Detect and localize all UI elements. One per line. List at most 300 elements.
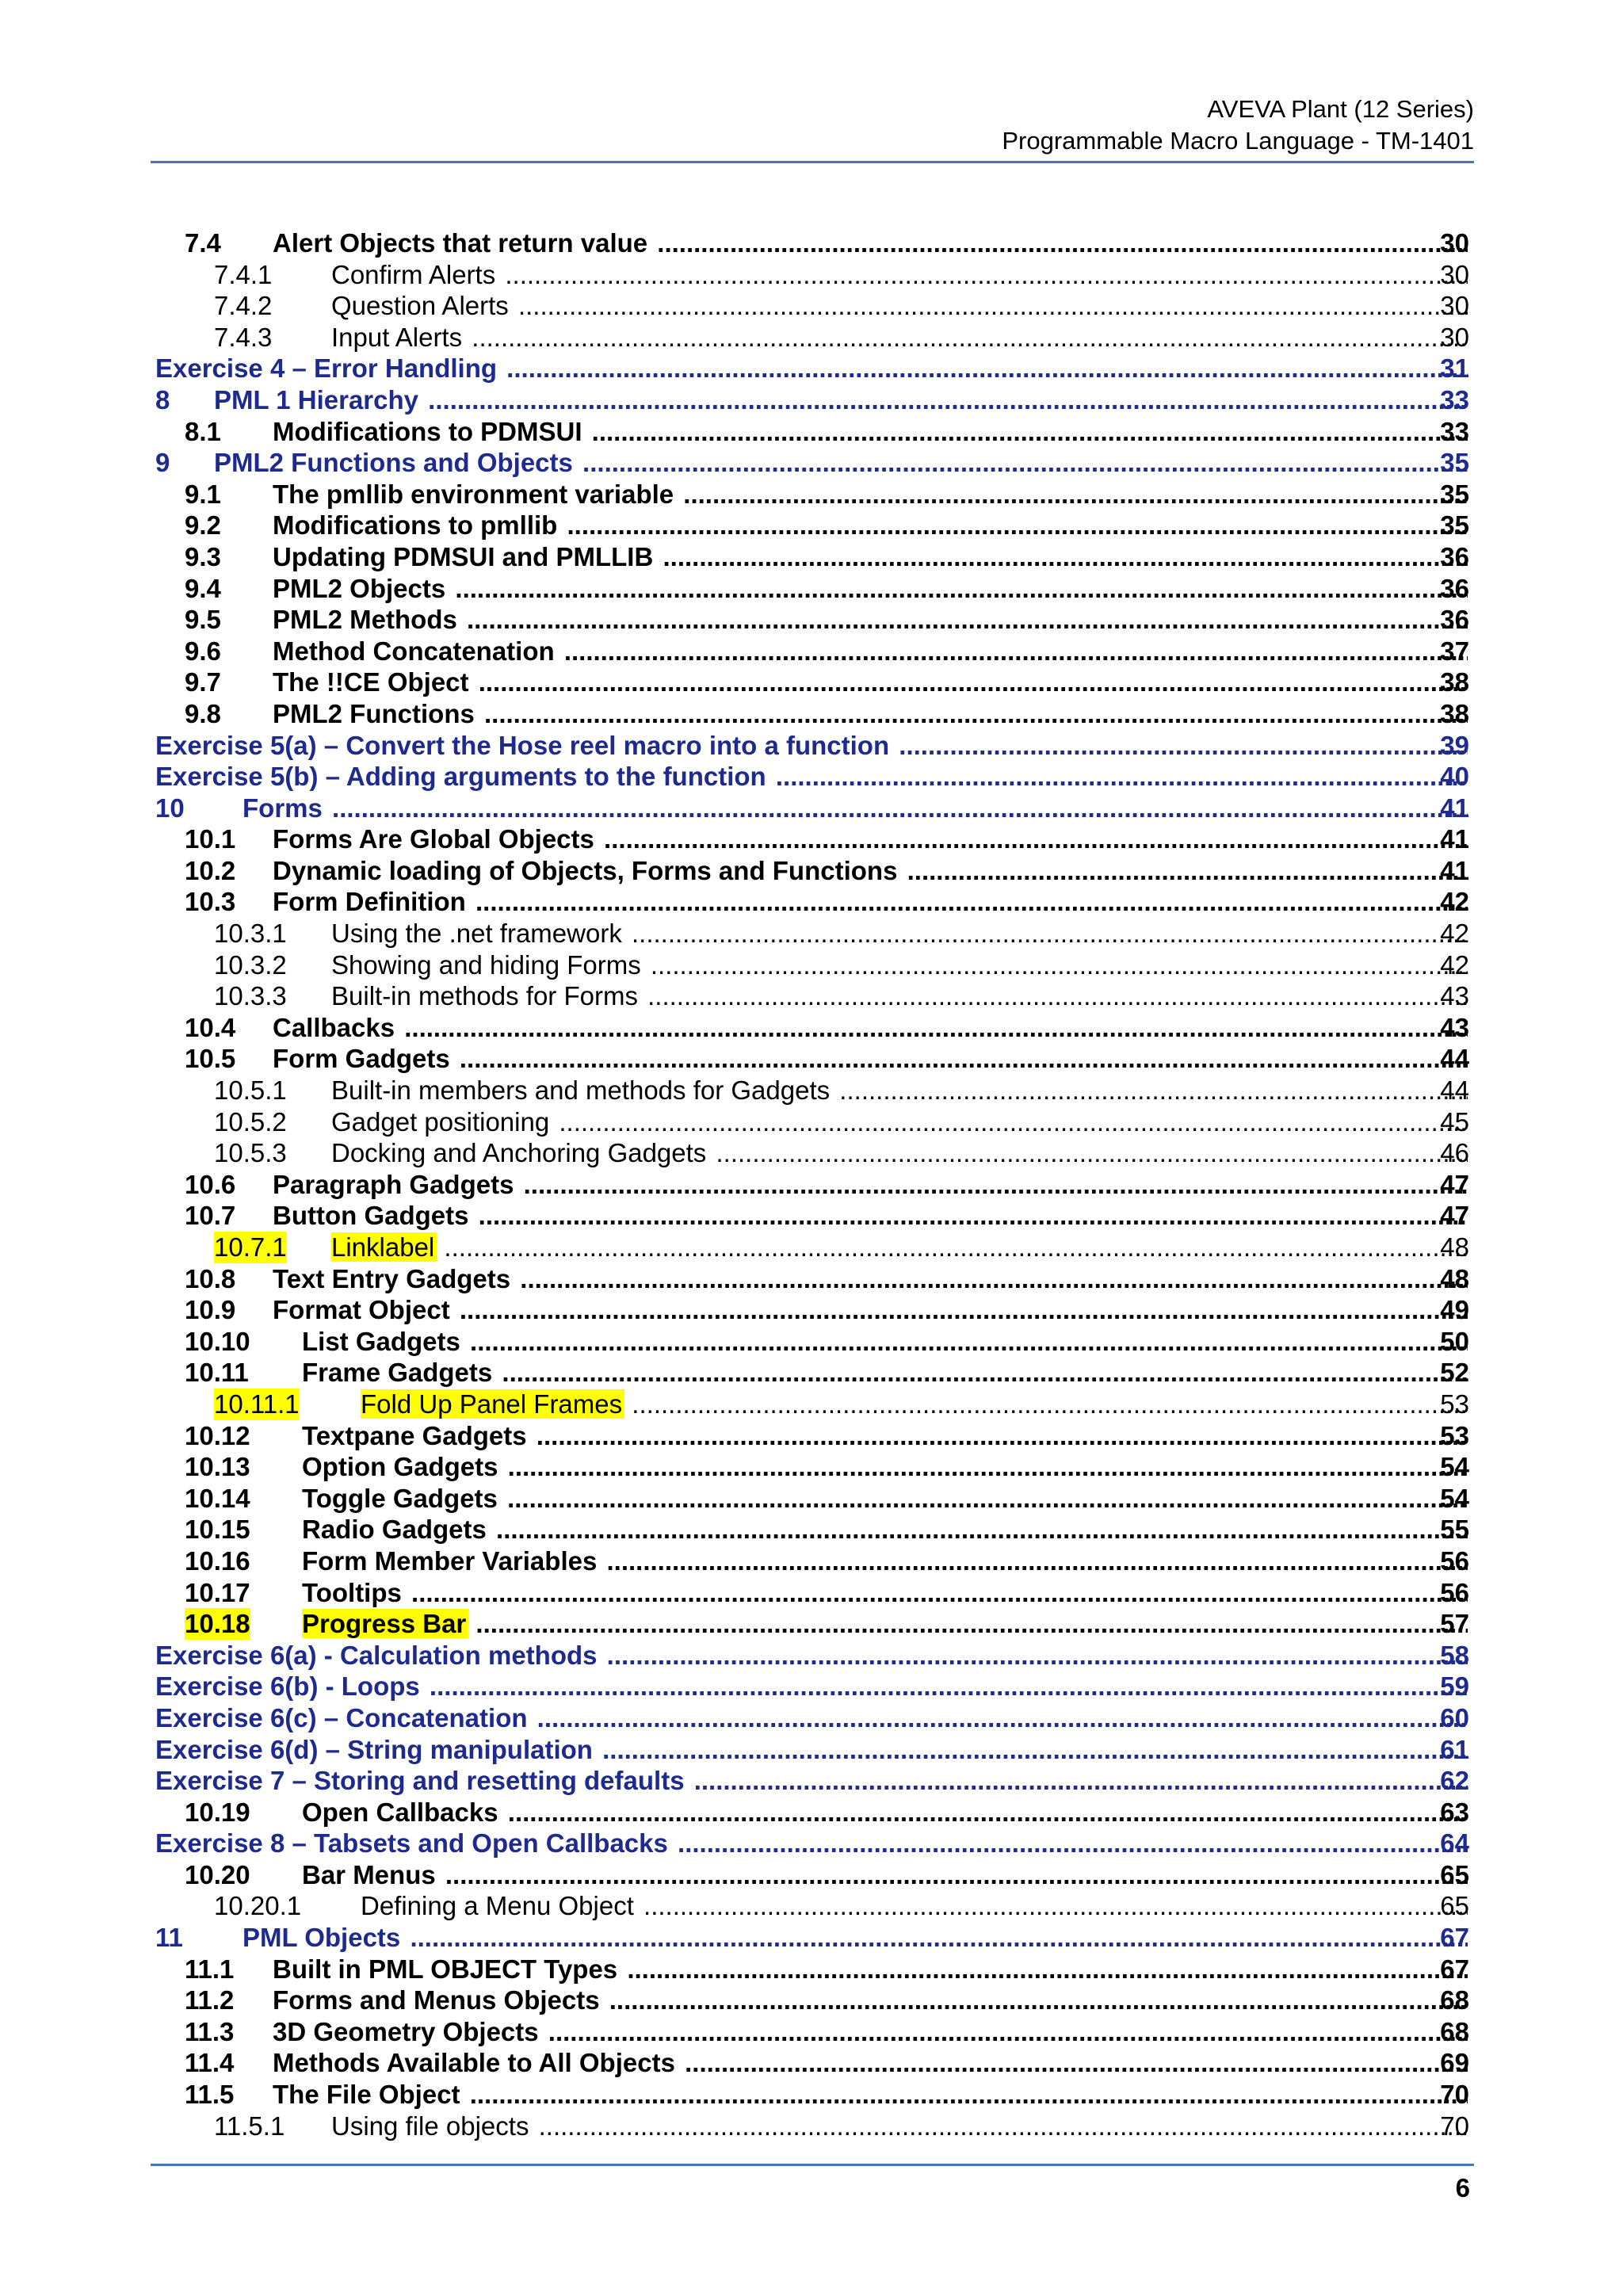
dot-leader — [585, 417, 1468, 446]
toc-entry-title: PML2 Functions and Objects — [214, 448, 573, 478]
toc-entry-number: 10.2 — [185, 855, 236, 885]
toc-entry-number: 10.6 — [185, 1169, 236, 1199]
toc-entry-page: 68 — [1440, 1985, 1469, 2015]
dot-leader — [472, 667, 1468, 697]
toc-entry[interactable] — [0, 322, 1623, 353]
toc-entry-page: 45 — [1440, 1106, 1469, 1137]
toc-entry-page: 54 — [1440, 1483, 1469, 1513]
dot-leader — [453, 1044, 1468, 1073]
dot-leader — [769, 762, 1468, 791]
toc-entry[interactable] — [0, 1043, 1623, 1075]
toc-entry[interactable] — [0, 290, 1623, 322]
toc-entry[interactable] — [0, 353, 1623, 384]
toc-entry-page: 65 — [1440, 1859, 1469, 1889]
toc-entry-title-leader — [273, 479, 1468, 510]
toc-entry-title: Exercise 7 – Storing and resetting defaults — [155, 1766, 685, 1796]
dot-leader — [531, 2111, 1468, 2141]
toc-entry-title-leader — [273, 823, 1468, 855]
toc-entry-page: 64 — [1440, 1828, 1469, 1859]
table-of-contents — [0, 227, 1623, 2141]
toc-entry[interactable] — [0, 1357, 1623, 1389]
toc-entry-title: Exercise 6(b) - Loops — [155, 1671, 420, 1702]
toc-entry-page: 55 — [1440, 1515, 1469, 1545]
toc-entry-title-leader — [273, 510, 1468, 541]
toc-entry-title-leader — [155, 1702, 1468, 1734]
toc-entry-page: 44 — [1440, 1075, 1469, 1106]
toc-entry-title: Question Alerts — [331, 291, 509, 321]
toc-entry-title-leader — [273, 541, 1468, 573]
toc-entry-title: Docking and Anchoring Gadgets — [331, 1138, 707, 1168]
dot-leader — [530, 1703, 1468, 1733]
dot-leader — [599, 1546, 1468, 1576]
toc-entry-number: 10.10 — [185, 1326, 250, 1356]
toc-entry-page: 62 — [1440, 1766, 1469, 1796]
toc-entry-number: 9.8 — [185, 698, 221, 728]
dot-leader — [325, 793, 1468, 823]
toc-entry[interactable] — [0, 2111, 1623, 2142]
toc-entry-title-leader — [331, 949, 1468, 981]
toc-entry[interactable] — [0, 1545, 1623, 1577]
toc-entry-page: 59 — [1440, 1671, 1469, 1702]
toc-entry[interactable] — [0, 1137, 1623, 1169]
toc-entry-page: 68 — [1440, 2016, 1469, 2046]
toc-entry-page: 48 — [1440, 1263, 1469, 1293]
toc-entry-page: 41 — [1440, 824, 1469, 854]
toc-entry[interactable] — [0, 855, 1623, 887]
toc-entry-number: 10.9 — [185, 1295, 236, 1325]
toc-entry-number: 9.6 — [185, 636, 221, 666]
toc-entry[interactable] — [0, 1734, 1623, 1766]
toc-entry-title: Defining a Menu Object — [361, 1891, 634, 1921]
toc-entry-page: 49 — [1440, 1295, 1469, 1325]
toc-entry-title-leader — [273, 1200, 1468, 1232]
toc-entry-title: Progress Bar — [302, 1609, 468, 1638]
toc-entry[interactable] — [0, 510, 1623, 541]
toc-entry[interactable] — [0, 1420, 1623, 1452]
toc-entry-title: Alert Objects that return value — [273, 228, 648, 258]
dot-leader — [471, 1201, 1468, 1230]
toc-entry-title-leader — [273, 1263, 1468, 1295]
toc-entry[interactable] — [0, 793, 1623, 824]
dot-leader — [463, 2080, 1468, 2109]
dot-leader — [624, 919, 1468, 948]
toc-entry-title-leader — [273, 667, 1468, 698]
toc-entry[interactable] — [0, 823, 1623, 855]
toc-entry-title: Exercise 5(b) – Adding arguments to the function — [155, 762, 766, 792]
toc-entry-page: 61 — [1440, 1734, 1469, 1764]
toc-entry-page: 57 — [1440, 1609, 1469, 1639]
toc-entry-title-leader — [155, 1671, 1468, 1702]
toc-entry-number: 10.7.1 — [214, 1232, 287, 1262]
toc-entry-title: Forms — [242, 793, 323, 823]
toc-entry-title: Dynamic loading of Objects, Forms and Functions — [273, 855, 898, 885]
toc-entry-title-leader — [331, 322, 1468, 353]
dot-leader — [404, 1578, 1468, 1607]
toc-entry-title: Exercise 4 – Error Handling — [155, 353, 498, 384]
toc-entry-title-leader — [331, 290, 1468, 322]
toc-entry-title: List Gadgets — [302, 1326, 460, 1356]
dot-leader — [422, 1671, 1468, 1701]
toc-entry-title-leader — [302, 1608, 1468, 1640]
toc-entry-title-leader — [273, 855, 1468, 887]
dot-leader — [643, 950, 1468, 980]
toc-entry-number: 7.4 — [185, 228, 221, 258]
toc-entry-title: Format Object — [273, 1295, 450, 1325]
toc-entry[interactable] — [0, 1326, 1623, 1358]
toc-entry-page: 56 — [1440, 1545, 1469, 1576]
toc-entry[interactable] — [0, 1608, 1623, 1640]
toc-entry-title: Textpane Gadgets — [302, 1420, 527, 1450]
dot-leader — [892, 731, 1468, 760]
toc-entry-page: 50 — [1440, 1326, 1469, 1356]
toc-entry-title-leader — [331, 1137, 1468, 1169]
toc-entry-title: Form Member Variables — [302, 1545, 598, 1576]
dot-leader — [624, 1389, 1468, 1419]
dot-leader — [670, 1828, 1468, 1858]
toc-entry-title: Toggle Gadgets — [302, 1483, 498, 1513]
toc-entry-number: 11.2 — [185, 1985, 235, 2015]
toc-entry-page: 38 — [1440, 698, 1469, 728]
dot-leader — [575, 448, 1468, 477]
dot-leader — [559, 510, 1468, 540]
toc-entry[interactable] — [0, 730, 1623, 762]
toc-entry[interactable] — [0, 227, 1623, 259]
toc-entry-number: 9 — [155, 448, 170, 478]
toc-entry-title-leader — [242, 1922, 1468, 1954]
toc-entry-title-leader — [273, 2079, 1468, 2111]
toc-entry[interactable] — [0, 447, 1623, 479]
toc-entry-title: Radio Gadgets — [302, 1515, 487, 1545]
toc-entry-number: 11.5.1 — [214, 2111, 285, 2141]
toc-entry-page: 30 — [1440, 259, 1469, 289]
toc-entry-title-leader — [155, 1734, 1468, 1766]
toc-entry-page: 42 — [1440, 919, 1469, 949]
toc-entry-number: 10.20.1 — [214, 1891, 302, 1921]
toc-entry-page: 67 — [1440, 1923, 1469, 1953]
toc-entry-title: Using file objects — [331, 2111, 529, 2141]
dot-leader — [541, 2017, 1468, 2046]
toc-entry-title: PML2 Methods — [273, 605, 457, 635]
toc-entry-number: 9.1 — [185, 479, 221, 509]
toc-entry-title: Callbacks — [273, 1012, 395, 1042]
dot-leader — [397, 1013, 1468, 1042]
toc-entry[interactable] — [0, 1828, 1623, 1859]
toc-entry-title: Method Concatenation — [273, 636, 555, 666]
toc-entry[interactable] — [0, 1765, 1623, 1797]
toc-entry[interactable] — [0, 1859, 1623, 1891]
toc-entry[interactable] — [0, 416, 1623, 448]
toc-entry[interactable] — [0, 667, 1623, 698]
toc-entry-number: 9.4 — [185, 573, 221, 603]
toc-entry-page: 42 — [1440, 887, 1469, 917]
toc-entry[interactable] — [0, 259, 1623, 291]
toc-entry[interactable] — [0, 1640, 1623, 1671]
toc-entry-number: 10.12 — [185, 1420, 250, 1450]
toc-entry-title-leader — [302, 1797, 1468, 1828]
dot-leader — [498, 260, 1468, 289]
toc-entry[interactable] — [0, 1922, 1623, 1954]
toc-entry-page: 52 — [1440, 1358, 1469, 1388]
dot-leader — [500, 1484, 1468, 1513]
dot-leader — [511, 291, 1468, 320]
toc-entry-page: 65 — [1440, 1891, 1469, 1921]
toc-entry-title: PML2 Objects — [273, 573, 446, 603]
toc-entry-title: Exercise 5(a) – Convert the Hose reel macro into a function — [155, 730, 890, 760]
header-divider — [151, 161, 1474, 163]
toc-entry-number: 10.18 — [185, 1609, 250, 1639]
toc-entry-title: Built-in members and methods for Gadgets — [331, 1075, 831, 1106]
dot-leader — [468, 1609, 1468, 1638]
toc-entry-page: 30 — [1440, 322, 1469, 352]
toc-entry[interactable] — [0, 1890, 1623, 1922]
toc-entry-number: 10.13 — [185, 1452, 250, 1482]
dot-leader — [463, 1327, 1468, 1356]
toc-entry[interactable] — [0, 886, 1623, 918]
toc-entry[interactable] — [0, 2079, 1623, 2111]
toc-entry-page: 44 — [1440, 1044, 1469, 1074]
toc-entry-title: Built in PML OBJECT Types — [273, 1954, 618, 1984]
toc-entry-title-leader — [242, 793, 1468, 824]
header-course: Programmable Macro Language - TM-1401 — [1002, 127, 1474, 155]
dot-leader — [468, 887, 1468, 916]
toc-entry-page: 33 — [1440, 384, 1469, 415]
toc-entry-title-leader — [273, 1169, 1468, 1201]
toc-entry[interactable] — [0, 636, 1623, 667]
toc-entry-title-leader — [273, 416, 1468, 448]
toc-entry-title: Bar Menus — [302, 1859, 436, 1889]
toc-entry-title-leader — [273, 2047, 1468, 2079]
toc-entry-title: Exercise 6(c) – Concatenation — [155, 1702, 528, 1733]
toc-entry-number: 7.4.3 — [214, 322, 273, 352]
dot-leader — [552, 1107, 1468, 1137]
toc-entry-title: Gadget positioning — [331, 1106, 550, 1137]
dot-leader — [557, 636, 1468, 666]
dot-leader — [640, 981, 1468, 1010]
dot-leader — [421, 385, 1468, 415]
toc-entry-page: 43 — [1440, 1012, 1469, 1042]
toc-entry-title: Linklabel — [331, 1232, 437, 1262]
toc-entry-title-leader — [273, 573, 1468, 605]
dot-leader — [687, 1766, 1468, 1795]
toc-entry-page: 63 — [1440, 1797, 1469, 1827]
dot-leader — [636, 1891, 1468, 1920]
toc-entry[interactable] — [0, 1106, 1623, 1138]
toc-entry-number: 10.8 — [185, 1263, 236, 1293]
toc-entry[interactable] — [0, 698, 1623, 730]
dot-leader — [597, 824, 1468, 854]
toc-entry-title: Confirm Alerts — [331, 259, 496, 289]
toc-entry[interactable] — [0, 1232, 1623, 1263]
toc-entry-number: 10.4 — [185, 1012, 236, 1042]
toc-entry-page: 56 — [1440, 1577, 1469, 1607]
toc-entry-page: 46 — [1440, 1138, 1469, 1168]
toc-entry-title-leader — [302, 1859, 1468, 1891]
toc-entry[interactable] — [0, 2047, 1623, 2079]
toc-entry[interactable] — [0, 1294, 1623, 1326]
toc-entry-title-leader — [302, 1545, 1468, 1577]
toc-entry-page: 58 — [1440, 1640, 1469, 1670]
toc-entry-page: 43 — [1440, 981, 1469, 1011]
toc-entry[interactable] — [0, 2016, 1623, 2048]
toc-entry-page: 31 — [1440, 353, 1469, 384]
toc-entry-page: 67 — [1440, 1954, 1469, 1984]
toc-entry[interactable] — [0, 1671, 1623, 1702]
toc-entry[interactable] — [0, 384, 1623, 416]
toc-entry-number: 10.3.3 — [214, 981, 287, 1011]
toc-entry-title: Using the .net framework — [331, 919, 622, 949]
toc-entry[interactable] — [0, 604, 1623, 636]
dot-leader — [453, 1295, 1468, 1324]
dot-leader — [676, 479, 1468, 509]
toc-entry-page: 47 — [1440, 1201, 1469, 1231]
toc-entry-title-leader — [331, 2111, 1468, 2142]
toc-entry-title-leader — [331, 918, 1468, 949]
toc-entry[interactable] — [0, 1702, 1623, 1734]
toc-entry-title-leader — [155, 1828, 1468, 1859]
toc-entry-number: 10.14 — [185, 1483, 250, 1513]
toc-entry-title-leader — [155, 761, 1468, 793]
toc-entry-title: Button Gadgets — [273, 1201, 469, 1231]
toc-entry-title-leader — [155, 730, 1468, 762]
footer-divider — [151, 2164, 1474, 2166]
toc-entry-title-leader — [302, 1514, 1468, 1545]
toc-entry-number: 8 — [155, 384, 170, 415]
toc-entry-number: 10 — [155, 793, 185, 823]
toc-entry-number: 11.1 — [185, 1954, 235, 1984]
dot-leader — [832, 1075, 1468, 1105]
toc-entry-number: 10.11 — [185, 1358, 249, 1388]
toc-entry[interactable] — [0, 1451, 1623, 1483]
toc-entry-page: 70 — [1440, 2111, 1469, 2141]
toc-entry-title: Updating PDMSUI and PMLLIB — [273, 541, 654, 571]
toc-entry-page: 69 — [1440, 2048, 1469, 2078]
toc-entry[interactable] — [0, 1483, 1623, 1515]
toc-entry-page: 36 — [1440, 541, 1469, 571]
dot-leader — [501, 1797, 1468, 1827]
toc-entry[interactable] — [0, 541, 1623, 573]
toc-entry-title-leader — [273, 1954, 1468, 1985]
toc-entry-number: 8.1 — [185, 416, 221, 446]
toc-entry-number: 10.5 — [185, 1044, 236, 1074]
toc-entry-number: 10.5.2 — [214, 1106, 287, 1137]
toc-entry-page: 30 — [1440, 291, 1469, 321]
toc-entry-page: 38 — [1440, 667, 1469, 697]
toc-entry-page: 48 — [1440, 1232, 1469, 1262]
toc-entry-page: 41 — [1440, 793, 1469, 823]
toc-entry-title-leader — [331, 1075, 1468, 1106]
toc-entry-title: PML Objects — [242, 1923, 401, 1953]
toc-entry-title: Exercise 6(a) - Calculation methods — [155, 1640, 598, 1670]
toc-entry-page: 30 — [1440, 228, 1469, 258]
dot-leader — [501, 1452, 1468, 1481]
dot-leader — [602, 1985, 1468, 2015]
toc-entry-title-leader — [273, 1294, 1468, 1326]
dot-leader — [489, 1515, 1468, 1544]
toc-entry-title: Forms and Menus Objects — [273, 1985, 600, 2015]
toc-entry[interactable] — [0, 1797, 1623, 1828]
toc-entry[interactable] — [0, 918, 1623, 949]
dot-leader — [477, 699, 1468, 728]
toc-entry-title-leader — [302, 1577, 1468, 1609]
toc-entry-number: 10.3.1 — [214, 919, 287, 949]
toc-entry-number: 10.3 — [185, 887, 236, 917]
toc-entry-title-leader — [331, 1106, 1468, 1138]
toc-entry-page: 35 — [1440, 448, 1469, 478]
toc-entry[interactable] — [0, 1577, 1623, 1609]
toc-entry-title: Forms Are Global Objects — [273, 824, 594, 854]
toc-entry-number: 9.2 — [185, 510, 221, 541]
toc-entry[interactable] — [0, 1954, 1623, 1985]
toc-entry-title-leader — [302, 1420, 1468, 1452]
toc-entry-title-leader — [331, 259, 1468, 291]
toc-entry-title: PML 1 Hierarchy — [214, 384, 419, 415]
toc-entry[interactable] — [0, 1985, 1623, 2016]
toc-entry-title: 3D Geometry Objects — [273, 2016, 539, 2046]
toc-entry-number: 9.3 — [185, 541, 221, 571]
toc-entry-title: The !!CE Object — [273, 667, 469, 697]
dot-leader — [650, 228, 1468, 258]
dot-leader — [460, 605, 1468, 634]
toc-entry-page: 36 — [1440, 573, 1469, 603]
toc-entry[interactable] — [0, 949, 1623, 981]
toc-entry-number: 10.17 — [185, 1577, 250, 1607]
toc-entry-title: PML2 Functions — [273, 698, 475, 728]
toc-entry-page: 70 — [1440, 2080, 1469, 2110]
toc-entry-page: 60 — [1440, 1702, 1469, 1733]
dot-leader — [678, 2048, 1468, 2077]
toc-entry-title-leader — [273, 698, 1468, 730]
toc-entry-number: 9.7 — [185, 667, 221, 697]
toc-entry-page: 53 — [1440, 1389, 1469, 1419]
toc-entry-title-leader — [361, 1389, 1468, 1420]
dot-leader — [595, 1735, 1468, 1764]
toc-entry-title-leader — [331, 1232, 1468, 1263]
toc-entry[interactable] — [0, 980, 1623, 1012]
dot-leader — [899, 856, 1468, 885]
toc-entry-title-leader — [214, 384, 1468, 416]
dot-leader — [499, 353, 1468, 383]
toc-entry-title-leader — [302, 1357, 1468, 1389]
toc-entry-number: 10.16 — [185, 1545, 250, 1576]
toc-entry[interactable] — [0, 1263, 1623, 1295]
toc-entry-title: Modifications to pmllib — [273, 510, 558, 541]
toc-entry-number: 10.7 — [185, 1201, 236, 1231]
toc-entry[interactable] — [0, 573, 1623, 605]
toc-entry[interactable] — [0, 1169, 1623, 1201]
toc-entry[interactable] — [0, 761, 1623, 793]
toc-entry-title: Paragraph Gadgets — [273, 1169, 514, 1199]
toc-entry-number: 11.4 — [185, 2048, 235, 2078]
toc-entry-page: 33 — [1440, 416, 1469, 446]
toc-entry-title: Modifications to PDMSUI — [273, 416, 582, 446]
toc-entry[interactable] — [0, 1075, 1623, 1106]
toc-entry-title-leader — [273, 227, 1468, 259]
toc-entry[interactable] — [0, 1514, 1623, 1545]
toc-entry[interactable] — [0, 479, 1623, 510]
toc-entry[interactable] — [0, 1200, 1623, 1232]
toc-entry-page: 36 — [1440, 605, 1469, 635]
toc-entry-title: Open Callbacks — [302, 1797, 498, 1827]
toc-entry-title-leader — [273, 1985, 1468, 2016]
toc-entry-number: 10.3.2 — [214, 949, 287, 980]
toc-entry[interactable] — [0, 1389, 1623, 1420]
toc-entry[interactable] — [0, 1012, 1623, 1044]
toc-entry-title-leader — [331, 980, 1468, 1012]
toc-entry-title-leader — [214, 447, 1468, 479]
toc-entry-title: Frame Gadgets — [302, 1358, 493, 1388]
toc-entry-title: Built-in methods for Forms — [331, 981, 638, 1011]
toc-entry-number: 11.3 — [185, 2016, 235, 2046]
